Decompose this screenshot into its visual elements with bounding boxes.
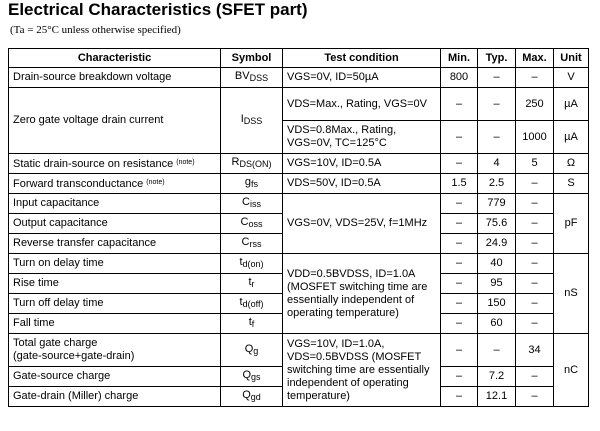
symbol-cell: $BV_{DSS}$ — [221, 68, 283, 88]
typ-cell: 12.1 — [478, 387, 516, 407]
symbol-cell: $t_{d(on)}$ — [221, 254, 283, 274]
header-typ: Typ. — [478, 49, 516, 68]
symbol-cell: $C_{iss}$ — [221, 194, 283, 214]
min-cell: – — [441, 387, 478, 407]
header-symbol: Symbol — [221, 49, 283, 68]
min-cell: – — [441, 274, 478, 294]
symbol-cell: $Q_{gd}$ — [221, 387, 283, 407]
min-cell: – — [441, 194, 478, 214]
max-cell: 1000 — [516, 121, 554, 154]
characteristic-cell: Gate-drain (Miller) charge — [9, 387, 221, 407]
unit-cell: V — [554, 68, 589, 88]
typ-cell: 7.2 — [478, 367, 516, 387]
table-row — [9, 334, 589, 367]
min-cell: 800 — [441, 68, 478, 88]
min-cell: – — [441, 334, 478, 367]
typ-cell: 95 — [478, 274, 516, 294]
electrical-characteristics-table — [8, 48, 589, 407]
min-cell: – — [441, 88, 478, 121]
typ-cell: 24.9 — [478, 234, 516, 254]
table-row — [9, 194, 589, 214]
typ-cell: 75.6 — [478, 214, 516, 234]
typ-cell: 2.5 — [478, 174, 516, 194]
page-subtitle: (Ta = 25°C unless otherwise specified) — [10, 24, 181, 36]
symbol-cell: $t_f$ — [221, 314, 283, 334]
unit-cell: S — [554, 174, 589, 194]
characteristic-cell: Fall time — [9, 314, 221, 334]
unit-cell: pF — [554, 194, 589, 254]
typ-cell: – — [478, 121, 516, 154]
max-cell: – — [516, 387, 554, 407]
symbol-cell: $C_{oss}$ — [221, 214, 283, 234]
header-max: Max. — [516, 49, 554, 68]
typ-cell: – — [478, 88, 516, 121]
header-unit: Unit — [554, 49, 589, 68]
min-cell: 1.5 — [441, 174, 478, 194]
symbol-cell: $I_{DSS}$ — [221, 88, 283, 154]
note-marker: (note) — [146, 179, 165, 186]
max-cell: – — [516, 367, 554, 387]
typ-cell: 40 — [478, 254, 516, 274]
header-test-condition: Test condition — [283, 49, 441, 68]
max-cell: – — [516, 234, 554, 254]
note-marker: (note) — [176, 159, 195, 166]
symbol-cell: $t_r$ — [221, 274, 283, 294]
characteristic-cell: Reverse transfer capacitance — [9, 234, 221, 254]
max-cell: – — [516, 174, 554, 194]
unit-cell: µA — [554, 88, 589, 121]
characteristic-cell: Total gate charge (gate-source+gate-drain) — [9, 334, 221, 367]
symbol-cell: $Q_g$ — [221, 334, 283, 367]
characteristic-cell: Output capacitance — [9, 214, 221, 234]
characteristic-cell: Forward transconductance $^{(note)}$ — [9, 174, 221, 194]
condition-cell: VGS=0V, ID=50µA — [283, 68, 441, 88]
unit-cell: µA — [554, 121, 589, 154]
characteristic-cell: Turn off delay time — [9, 294, 221, 314]
max-cell: – — [516, 294, 554, 314]
typ-cell: 779 — [478, 194, 516, 214]
header-characteristic: Characteristic — [9, 49, 221, 68]
characteristic-cell: Static drain-source on resistance $^{(note)}$ — [9, 154, 221, 174]
table-row — [9, 154, 589, 174]
characteristic-cell: Input capacitance — [9, 194, 221, 214]
condition-cell: VGS=0V, VDS=25V, f=1MHz — [283, 194, 441, 254]
header-min: Min. — [441, 49, 478, 68]
min-cell: – — [441, 254, 478, 274]
max-cell: – — [516, 214, 554, 234]
symbol-cell: $Q_{gs}$ — [221, 367, 283, 387]
unit-cell: nC — [554, 334, 589, 407]
max-cell: 5 — [516, 154, 554, 174]
min-cell: – — [441, 214, 478, 234]
symbol-cell: $C_{rss}$ — [221, 234, 283, 254]
condition-cell: VDD=0.5BVDSS, ID=1.0A (MOSFET switching time are essentially independent of operating temperature) — [283, 254, 441, 334]
typ-cell: 4 — [478, 154, 516, 174]
max-cell: – — [516, 314, 554, 334]
min-cell: – — [441, 294, 478, 314]
symbol-cell: $R_{DS(ON)}$ — [221, 154, 283, 174]
condition-cell: VDS=0.8Max., Rating, VGS=0V, TC=125°C — [283, 121, 441, 154]
characteristic-cell: Rise time — [9, 274, 221, 294]
symbol-cell: $t_{d(off)}$ — [221, 294, 283, 314]
min-cell: – — [441, 121, 478, 154]
min-cell: – — [441, 234, 478, 254]
condition-cell: VDS=50V, ID=0.5A — [283, 174, 441, 194]
table-row — [9, 68, 589, 88]
unit-cell: nS — [554, 254, 589, 334]
typ-cell: 150 — [478, 294, 516, 314]
max-cell: 250 — [516, 88, 554, 121]
max-cell: – — [516, 68, 554, 88]
min-cell: – — [441, 314, 478, 334]
header-row — [9, 49, 589, 68]
characteristic-cell: Turn on delay time — [9, 254, 221, 274]
min-cell: – — [441, 367, 478, 387]
max-cell: – — [516, 194, 554, 214]
condition-cell: VGS=10V, ID=0.5A — [283, 154, 441, 174]
max-cell: 34 — [516, 334, 554, 367]
characteristic-cell: Zero gate voltage drain current — [9, 88, 221, 154]
table-row — [9, 174, 589, 194]
typ-cell: – — [478, 334, 516, 367]
characteristic-cell: Drain-source breakdown voltage — [9, 68, 221, 88]
table-row — [9, 88, 589, 121]
table-row — [9, 254, 589, 274]
max-cell: – — [516, 274, 554, 294]
typ-cell: – — [478, 68, 516, 88]
page-title: Electrical Characteristics (SFET part) — [8, 0, 308, 19]
max-cell: – — [516, 254, 554, 274]
symbol-cell: $g_{fs}$ — [221, 174, 283, 194]
condition-cell: VGS=10V, ID=1.0A, VDS=0.5BVDSS (MOSFET switching time are essentially independent of operating temperature) — [283, 334, 441, 407]
characteristic-cell: Gate-source charge — [9, 367, 221, 387]
min-cell: – — [441, 154, 478, 174]
unit-cell: Ω — [554, 154, 589, 174]
typ-cell: 60 — [478, 314, 516, 334]
condition-cell: VDS=Max., Rating, VGS=0V — [283, 88, 441, 121]
